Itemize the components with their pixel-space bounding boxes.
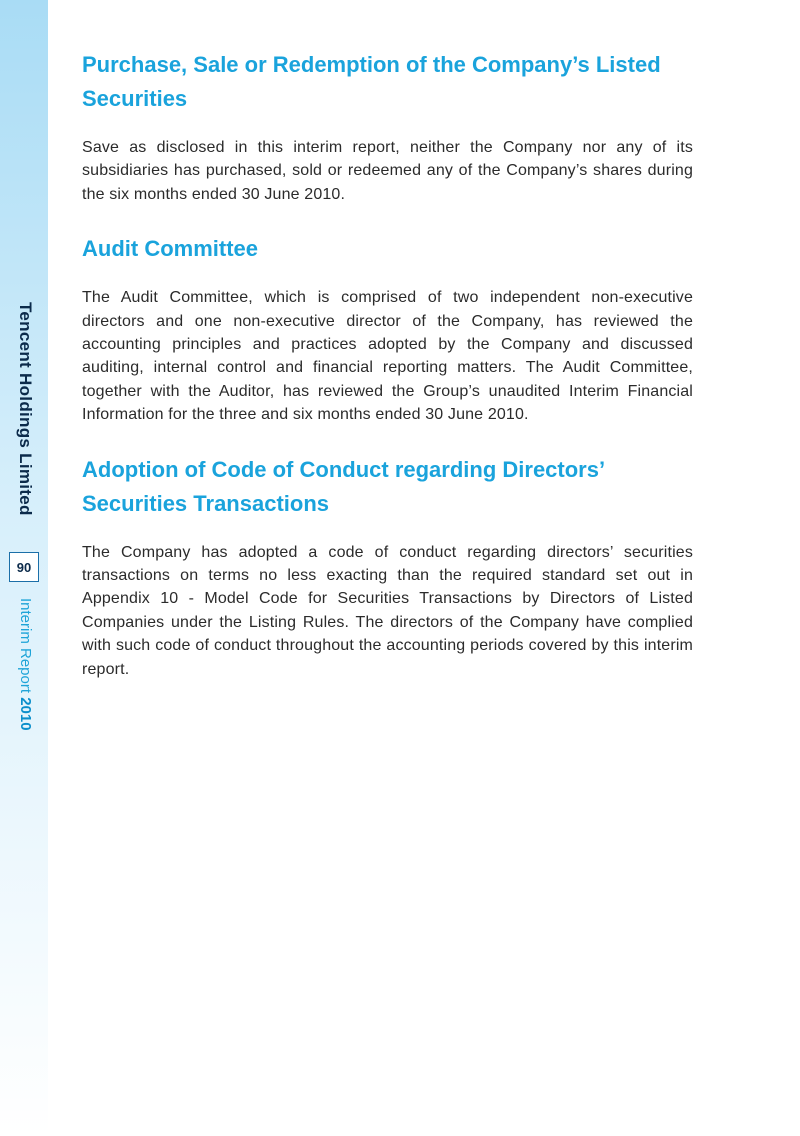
heading-code-of-conduct: Adoption of Code of Conduct regarding Directors’ Securities Transactions [82, 456, 604, 516]
report-label: Interim Report [17, 598, 34, 694]
heading-audit-committee: Audit Committee [82, 236, 258, 262]
page-number: 90 [16, 559, 32, 575]
page-number-box [9, 552, 39, 582]
main-content [82, 48, 693, 681]
paragraph-code-of-conduct: The Company has adopted a code of conduct regarding directors’ securities transactions on terms no less exacting than the required standard set out in Appendix 10 - Model Code for Securities Transactions by Directors of Listed Companies under the Listing Rules. The directors of the Company have complied with such code of conduct throughout the accounting periods covered by this interim report. [82, 543, 693, 678]
company-name-text: Tencent Holdings Limited [16, 302, 35, 516]
report-label-wrapper [17, 598, 34, 731]
paragraph-audit-committee: The Audit Committee, which is comprised of two independent non-executive directors and one non-executive director of the Company, has reviewed the accounting principles and practices adopted by the Company and discussed auditing, internal control and financial reporting matters. The Audit Committee, together with the Auditor, has reviewed the Group’s unaudited Interim Financial Information for the three and six months ended 30 June 2010. [82, 289, 693, 424]
heading-purchase-sale-redemption: Purchase, Sale or Redemption of the Company’s Listed Securities [82, 52, 661, 111]
paragraph-purchase-sale-redemption: Save as disclosed in this interim report, neither the Company nor any of its subsidiaries has purchased, sold or redeemed any of the Company’s shares during the six months ended 30 June 2010. [82, 139, 693, 203]
sidebar-report-label [7, 598, 34, 731]
report-year: 2010 [17, 697, 34, 731]
sidebar-company-name [4, 302, 35, 516]
